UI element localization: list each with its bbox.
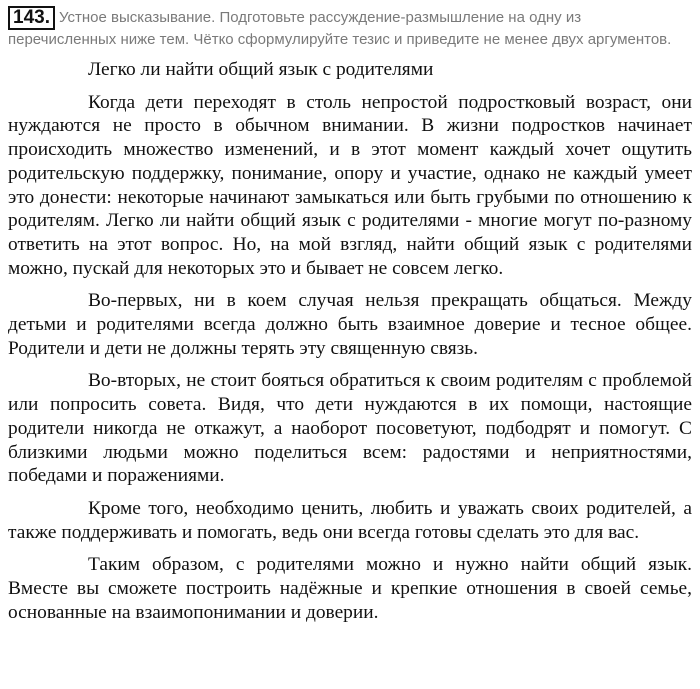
essay-paragraph-first-argument: Во-первых, ни в коем случая нельзя прекращать общаться. Между детьми и родителями всегда должно быть взаимное доверие и тесное общее. Родители и дети не должны терять эту священную связь. (8, 290, 692, 359)
task-header (8, 6, 692, 50)
task-instruction: Устное высказывание. Подготовьте рассуждение-размышление на одну из перечисленных ниже тем. Чётко сформулируйте тезис и приведите не менее двух аргументов. (8, 9, 672, 48)
essay-paragraph-conclusion: Таким образом, с родителями можно и нужно найти общий язык. Вместе вы сможете построить надёжные и крепкие отношения в своей семье, основанные на взаимопонимании и доверии. (8, 554, 692, 623)
task-number: 143. (8, 6, 55, 30)
essay-paragraph-intro: Когда дети переходят в столь непростой подростковый возраст, они нуждаются не просто в обычном внимании. В жизни подростков начинает происходить множество изменений, и в этот момент каждый хочет ощутить родительскую поддержку, понимание, опору и участие, однако не каждый умеет это донести: некоторые начинают замыкаться или быть грубыми по отношению к родителям. Легко ли найти общий язык с родителями - многие могут по-разному ответить на этот вопрос. Но, на мой взгляд, найти общий язык с родителями можно, пускай для некоторых это и бывает не совсем легко. (8, 91, 692, 279)
essay-title: Легко ли найти общий язык с родителями (88, 59, 434, 80)
essay-paragraph-third-argument: Кроме того, необходимо ценить, любить и уважать своих родителей, а также поддерживать и помогать, ведь они всегда готовы сделать это для вас. (8, 497, 692, 543)
essay (8, 58, 692, 624)
essay-paragraph-second-argument: Во-вторых, не стоит бояться обратиться к своим родителям с проблемой или попросить совета. Видя, что дети нуждаются в их помощи, настоящие родители никогда не откажут, а наоборот посоветуют, подбодрят и помогут. С близкими людьми можно поделиться всем: радостями и неприятностями, победами и поражениями. (8, 370, 692, 487)
